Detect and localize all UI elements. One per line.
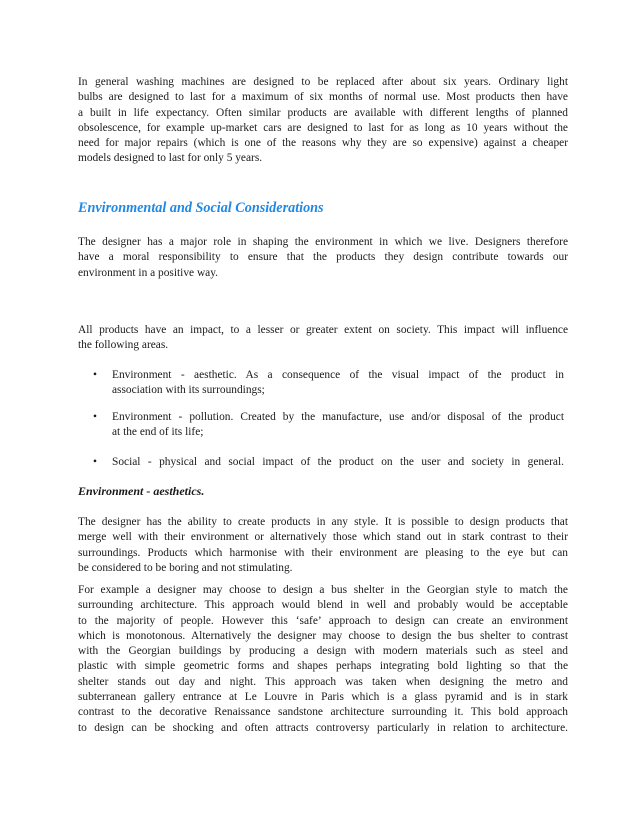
text-line: The designer has the ability to create products in any style. It is possible to design products that — [78, 516, 568, 528]
text-line: Environment - aesthetic. As a consequence of the visual impact of the product in — [112, 369, 564, 381]
text-line: obsolescence, for example up-market cars are designed to last for as long as 10 years without the — [78, 121, 568, 134]
paragraph-designer-role — [78, 235, 568, 281]
text-line: to the majority of people. However this ‘safe’ approach to design can create an environment — [78, 614, 568, 627]
text-line: be considered to be boring and not stimulating. — [78, 561, 293, 574]
section-heading-environmental-social: Environmental and Social Considerations — [78, 200, 324, 216]
text-line: which is monotonous. Alternatively the designer may choose to design the bus shelter to contrast — [78, 629, 568, 642]
text-line: bulbs are designed to last for a maximum of six months of normal use. Most products then have — [78, 91, 568, 104]
text-line: Environment - pollution. Created by the manufacture, use and/or disposal of the product — [112, 411, 564, 423]
text-line: need for major repairs (which is one of the reasons why they are so expensive) against a cheaper — [78, 137, 568, 150]
text-line: The designer has a major role in shaping the environment in which we live. Designers therefore — [78, 236, 568, 248]
text-line: have a moral responsibility to ensure that the products they design contribute towards our — [78, 251, 568, 264]
bullet-icon: • — [93, 411, 97, 423]
text-line: the following areas. — [78, 339, 169, 352]
text-line: shelter stands out day and night. This approach was taken when designing the metro and — [78, 675, 568, 688]
text-line: For example a designer may choose to design a bus shelter in the Georgian style to match the — [78, 584, 568, 596]
bullet-icon: • — [93, 456, 97, 468]
text-line: plastic with simple geometric forms and shapes perhaps integrating bold lighting so that the — [78, 660, 568, 673]
paragraph-design-style — [78, 515, 568, 576]
text-line: merge well with their environment or alternatively those which stand out in stark contrast to their — [78, 531, 568, 544]
text-line: environment in a positive way. — [78, 266, 219, 279]
text-line: Social - physical and social impact of the product on the user and society in general. — [112, 456, 564, 468]
paragraph-product-impact — [78, 323, 568, 354]
subheading-environment-aesthetics: Environment - aesthetics. — [78, 484, 205, 498]
text-line: models designed to last for only 5 years. — [78, 152, 263, 165]
text-line: surrounding architecture. This approach would blend in well and probably would be acceptable — [78, 599, 568, 612]
text-line: surroundings. Products which harmonise with their environment are pleasing to the eye but can — [78, 546, 568, 559]
text-line: All products have an impact, to a lesser or greater extent on society. This impact will influence — [78, 324, 568, 336]
text-line: contrast to the decorative Renaissance sandstone architecture surrounding it. This bold approach — [78, 706, 568, 719]
paragraph-bus-shelter-example — [78, 583, 568, 736]
bullet-icon: • — [93, 369, 97, 381]
text-line: subterranean gallery entrance at Le Louvre in Paris which is a glass pyramid and is in stark — [78, 691, 568, 704]
text-line: association with its surroundings; — [112, 384, 265, 397]
text-line: with the Georgian buildings by producing a design with modern materials such as steel and — [78, 645, 568, 658]
text-line: In general washing machines are designed to be replaced after about six years. Ordinary light — [78, 76, 568, 88]
text-line: a built in life expectancy. Often similar products are available with different lengths of planned — [78, 106, 568, 119]
paragraph-planned-obsolescence — [78, 75, 568, 167]
text-line: at the end of its life; — [112, 426, 204, 439]
text-line: to design can be shocking and often attracts controversy particularly in relation to architecture. — [78, 721, 568, 734]
